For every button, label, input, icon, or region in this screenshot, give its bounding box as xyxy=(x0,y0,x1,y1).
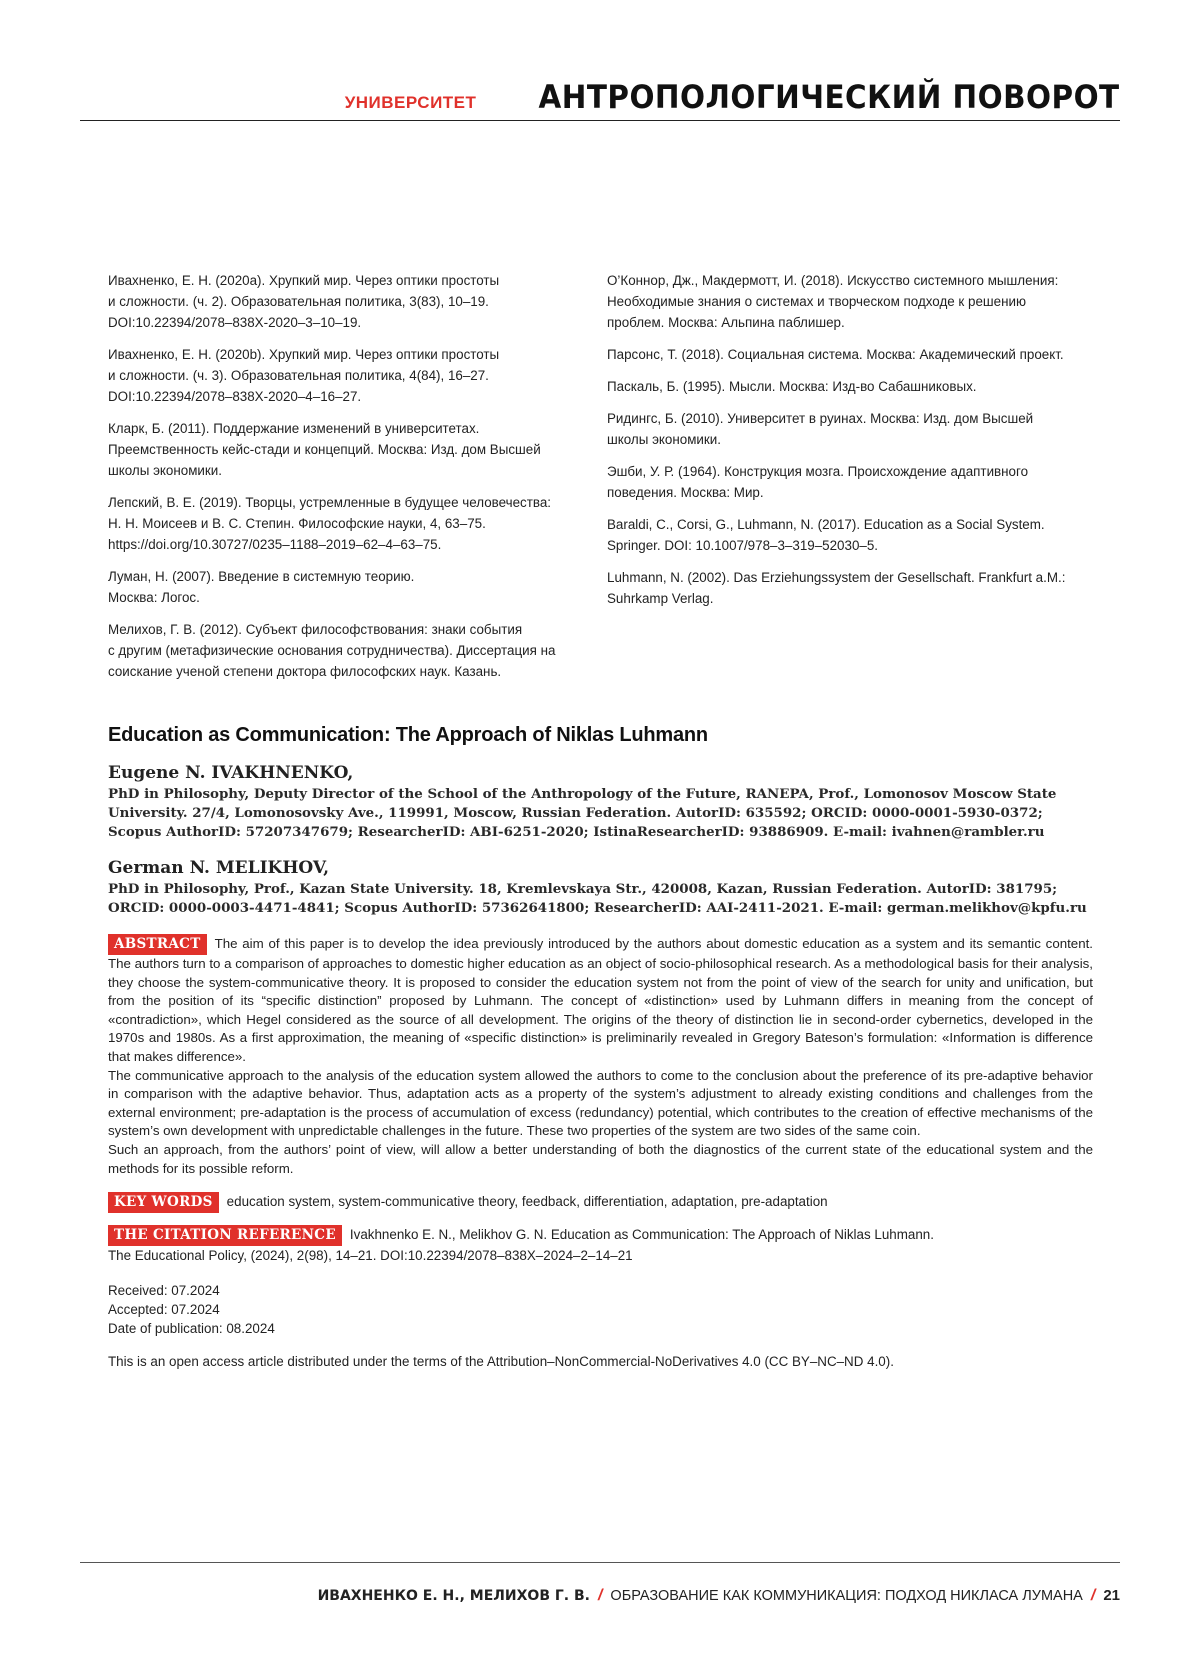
reference-item: О’Коннор, Дж., Макдермотт, И. (2018). Искусство системного мышления: Необходимые знания о системах и творческом подходе к решению проблем. Москва: Альпина паблишер. xyxy=(607,270,1097,333)
license-notice: This is an open access article distributed under the terms of the Attribution–NonCommercial-NoDerivatives 4.0 (CC BY–NC–ND 4.0). xyxy=(108,1354,1093,1369)
received-date: Received: 07.2024 xyxy=(108,1281,1093,1300)
publication-date: Date of publication: 08.2024 xyxy=(108,1319,1093,1338)
journal-rubric-title: АНТРОПОЛОГИЧЕСКИЙ ПОВОРОТ xyxy=(539,78,1120,116)
footer-authors: ИВАХНЕНКО Е. Н., МЕЛИХОВ Г. В. xyxy=(318,1588,590,1604)
author-affiliation: PhD in Philosophy, Deputy Director of the School of the Anthropology of the Future, RANEPA, Prof., Lomonosov Moscow State University. 27/4, Lomonosovsky Ave., 119991, Moscow, Russian Federation. AutorID: 635592; ORCID: 0000-0001-5930-0372; Scopus AuthorID: 57207347679; ResearcherID: ABI-6251-2020; IstinaResearcherID: 93886909. E-mail: ivahnen@rambler.ru xyxy=(108,785,1093,842)
references-left-column xyxy=(108,270,578,693)
page-header xyxy=(80,78,1120,116)
reference-item: Луман, Н. (2007). Введение в системную теорию. Москва: Логос. xyxy=(108,566,578,608)
article-title-en: Education as Communication: The Approach of Niklas Luhmann xyxy=(108,724,1093,747)
header-divider xyxy=(80,120,1120,121)
keywords xyxy=(108,1192,1093,1213)
abstract-paragraph: The aim of this paper is to develop the idea previously introduced by the authors about domestic education as a system and its semantic content. The authors turn to a comparison of approaches to domestic higher education as an object of socio-philosophical research. As a methodological basis for their analysis, they choose the system-communicative theory. It is proposed to consider the education system not from the point of view of the search for unity and unification, but from the position of its “specific distinction” proposed by Luhmann. The concept of «distinction» used by Luhmann differs in meaning from the concept of «contradiction», which Hegel considered as the source of all development. The origins of the theory of distinction lie in second-order cybernetics, developed in the 1970s and 1980s. As a first approximation, the meaning of «specific distinction» is preliminarily revealed in Gregory Bateson’s formulation: «Information is difference that makes difference». xyxy=(108,936,1093,1064)
author-affiliation: PhD in Philosophy, Prof., Kazan State University. 18, Kremlevskaya Str., 420008, Kazan, Russian Federation. AutorID: 381795; ORCID: 0000-0003-4471-4841; Scopus AuthorID: 57362641800; ResearcherID: AAI-2411-2021. E-mail: german.melikhov@kpfu.ru xyxy=(108,880,1093,918)
abstract-paragraph: Such an approach, from the authors’ point of view, will allow a better understanding of both the diagnostics of the current state of the educational system and the methods for its possible reform. xyxy=(108,1141,1093,1178)
reference-item: Кларк, Б. (2011). Поддержание изменений в университетах. Преемственность кейс-стади и концепций. Москва: Изд. дом Высшей школы экономики. xyxy=(108,418,578,481)
citation-reference xyxy=(108,1225,1093,1265)
reference-item: Baraldi, C., Corsi, G., Luhmann, N. (2017). Education as a Social System. Springer. DOI: 10.1007/978–3–319–52030–5. xyxy=(607,514,1097,556)
reference-item: Эшби, У. Р. (1964). Конструкция мозга. Происхождение адаптивного поведения. Москва: Мир. xyxy=(607,461,1097,503)
reference-item: Ридингс, Б. (2010). Университет в руинах. Москва: Изд. дом Высшей школы экономики. xyxy=(607,408,1097,450)
page-number: 21 xyxy=(1103,1587,1120,1604)
page-footer xyxy=(318,1587,1120,1605)
keywords-text: education system, system-communicative theory, feedback, differentiation, adaptation, pre-adaptation xyxy=(227,1194,828,1209)
keywords-label: KEY WORDS xyxy=(108,1192,219,1213)
citation-text: Ivakhnenko E. N., Melikhov G. N. Education as Communication: The Approach of Niklas Luhmann. xyxy=(350,1227,934,1242)
reference-item: Паскаль, Б. (1995). Мысли. Москва: Изд-во Сабашниковых. xyxy=(607,376,1097,397)
citation-text: The Educational Policy, (2024), 2(98), 14–21. DOI:10.22394/2078–838X–2024–2–14–21 xyxy=(108,1246,1093,1265)
publication-dates xyxy=(108,1281,1093,1338)
footer-divider xyxy=(80,1562,1120,1563)
abstract-paragraph: The communicative approach to the analysis of the education system allowed the authors to come to the conclusion about the preference of its pre-adaptive behavior in comparison with the adaptive behavior. Thus, adaptation acts as a property of the system’s adjustment to already existing conditions and challenges from the external environment; pre-adaptation is the process of accumulation of excess (redundancy) potential, which contributes to the creation of effective mechanisms of the system’s own development with unpredictable challenges in the future. These two properties of the system are two sides of the same coin. xyxy=(108,1067,1093,1141)
reference-item: Ивахненко, Е. Н. (2020a). Хрупкий мир. Через оптики простоты и сложности. (ч. 2). Образовательная политика, 3(83), 10–19. DOI:10.22394/2078–838X-2020–3–10–19. xyxy=(108,270,578,333)
author-name: German N. MELIKHOV, xyxy=(108,858,1093,878)
footer-separator: / xyxy=(598,1587,602,1605)
reference-item: Лепский, В. Е. (2019). Творцы, устремленные в будущее человечества: Н. Н. Моисеев и В. С. Степин. Философские науки, 4, 63–75. https://doi.org/10.30727/0235–1188–2019–62–4–63–75. xyxy=(108,492,578,555)
accepted-date: Accepted: 07.2024 xyxy=(108,1300,1093,1319)
reference-item: Мелихов, Г. В. (2012). Субъект философствования: знаки события с другим (метафизические основания сотрудничества). Диссертация на соискание ученой степени доктора философских наук. Казань. xyxy=(108,619,578,682)
references-right-column xyxy=(607,270,1097,620)
author-name: Eugene N. IVAKHNENKO, xyxy=(108,763,1093,783)
footer-article-title: ОБРАЗОВАНИЕ КАК КОММУНИКАЦИЯ: ПОДХОД НИКЛАСА ЛУМАНА xyxy=(610,1588,1082,1604)
reference-item: Парсонс, Т. (2018). Социальная система. Москва: Академический проект. xyxy=(607,344,1097,365)
section-label: УНИВЕРСИТЕТ xyxy=(345,93,477,113)
abstract xyxy=(108,934,1093,1178)
english-summary xyxy=(108,724,1093,1369)
reference-item: Luhmann, N. (2002). Das Erziehungssystem der Gesellschaft. Frankfurt a.M.: Suhrkamp Verlag. xyxy=(607,567,1097,609)
citation-label: THE CITATION REFERENCE xyxy=(108,1225,342,1246)
footer-separator: / xyxy=(1091,1587,1095,1605)
abstract-label: ABSTRACT xyxy=(108,934,207,955)
reference-item: Ивахненко, Е. Н. (2020b). Хрупкий мир. Через оптики простоты и сложности. (ч. 3). Образовательная политика, 4(84), 16–27. DOI:10.22394/2078–838X-2020–4–16–27. xyxy=(108,344,578,407)
